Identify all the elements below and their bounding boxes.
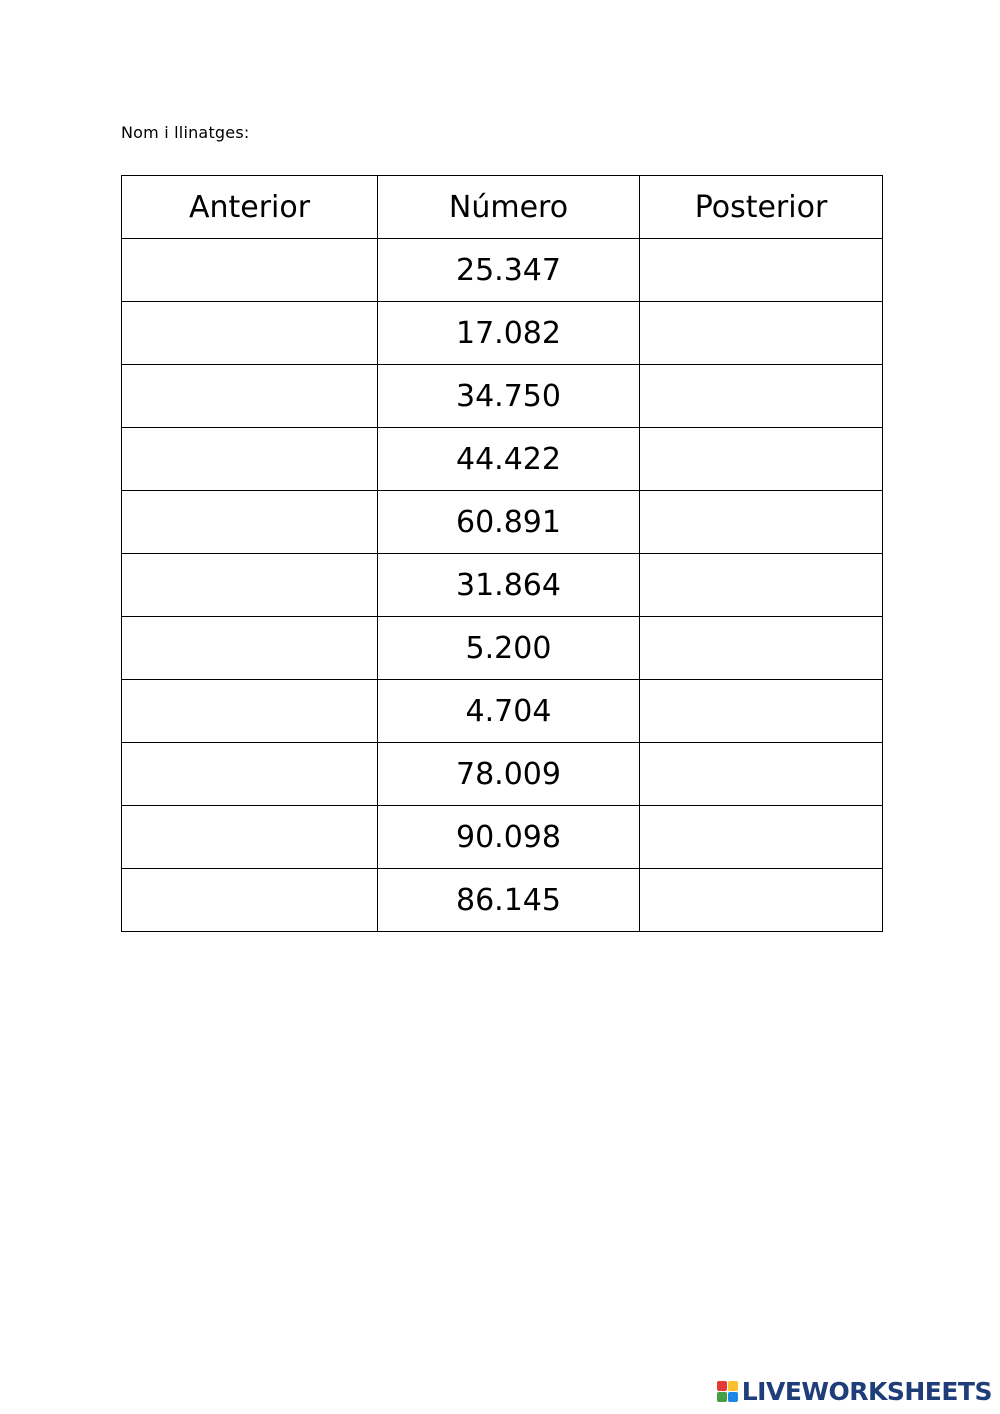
table-row xyxy=(122,680,883,743)
table-row xyxy=(122,491,883,554)
number-cell: 60.891 xyxy=(378,491,640,554)
posterior-answer-cell[interactable] xyxy=(640,743,883,806)
table-row xyxy=(122,806,883,869)
anterior-answer-cell[interactable] xyxy=(122,743,378,806)
posterior-answer-cell[interactable] xyxy=(640,617,883,680)
header-anterior: Anterior xyxy=(122,176,378,239)
table-row xyxy=(122,365,883,428)
table-row xyxy=(122,869,883,932)
table-row xyxy=(122,617,883,680)
worksheet-table xyxy=(121,175,883,932)
anterior-answer-cell[interactable] xyxy=(122,302,378,365)
number-cell: 34.750 xyxy=(378,365,640,428)
number-cell: 90.098 xyxy=(378,806,640,869)
anterior-answer-cell[interactable] xyxy=(122,869,378,932)
table-row xyxy=(122,239,883,302)
posterior-answer-cell[interactable] xyxy=(640,365,883,428)
table-header-row xyxy=(122,176,883,239)
name-field-label: Nom i llinatges: xyxy=(121,123,250,142)
anterior-answer-cell[interactable] xyxy=(122,806,378,869)
table-row xyxy=(122,428,883,491)
anterior-answer-cell[interactable] xyxy=(122,239,378,302)
posterior-answer-cell[interactable] xyxy=(640,491,883,554)
number-cell: 4.704 xyxy=(378,680,640,743)
posterior-answer-cell[interactable] xyxy=(640,806,883,869)
number-cell: 44.422 xyxy=(378,428,640,491)
liveworksheets-brand xyxy=(717,1377,992,1406)
posterior-answer-cell[interactable] xyxy=(640,239,883,302)
brand-text: LIVEWORKSHEETS xyxy=(741,1377,992,1406)
posterior-answer-cell[interactable] xyxy=(640,869,883,932)
anterior-answer-cell[interactable] xyxy=(122,617,378,680)
number-cell: 31.864 xyxy=(378,554,640,617)
header-numero: Número xyxy=(378,176,640,239)
number-cell: 86.145 xyxy=(378,869,640,932)
number-cell: 78.009 xyxy=(378,743,640,806)
posterior-answer-cell[interactable] xyxy=(640,680,883,743)
anterior-answer-cell[interactable] xyxy=(122,428,378,491)
header-posterior: Posterior xyxy=(640,176,883,239)
table-row xyxy=(122,743,883,806)
table-body xyxy=(122,239,883,932)
number-cell: 5.200 xyxy=(378,617,640,680)
table-row xyxy=(122,302,883,365)
anterior-answer-cell[interactable] xyxy=(122,491,378,554)
posterior-answer-cell[interactable] xyxy=(640,302,883,365)
anterior-answer-cell[interactable] xyxy=(122,680,378,743)
table-row xyxy=(122,554,883,617)
posterior-answer-cell[interactable] xyxy=(640,428,883,491)
number-cell: 25.347 xyxy=(378,239,640,302)
posterior-answer-cell[interactable] xyxy=(640,554,883,617)
number-cell: 17.082 xyxy=(378,302,640,365)
anterior-answer-cell[interactable] xyxy=(122,554,378,617)
liveworksheets-logo-icon xyxy=(717,1381,738,1402)
anterior-answer-cell[interactable] xyxy=(122,365,378,428)
